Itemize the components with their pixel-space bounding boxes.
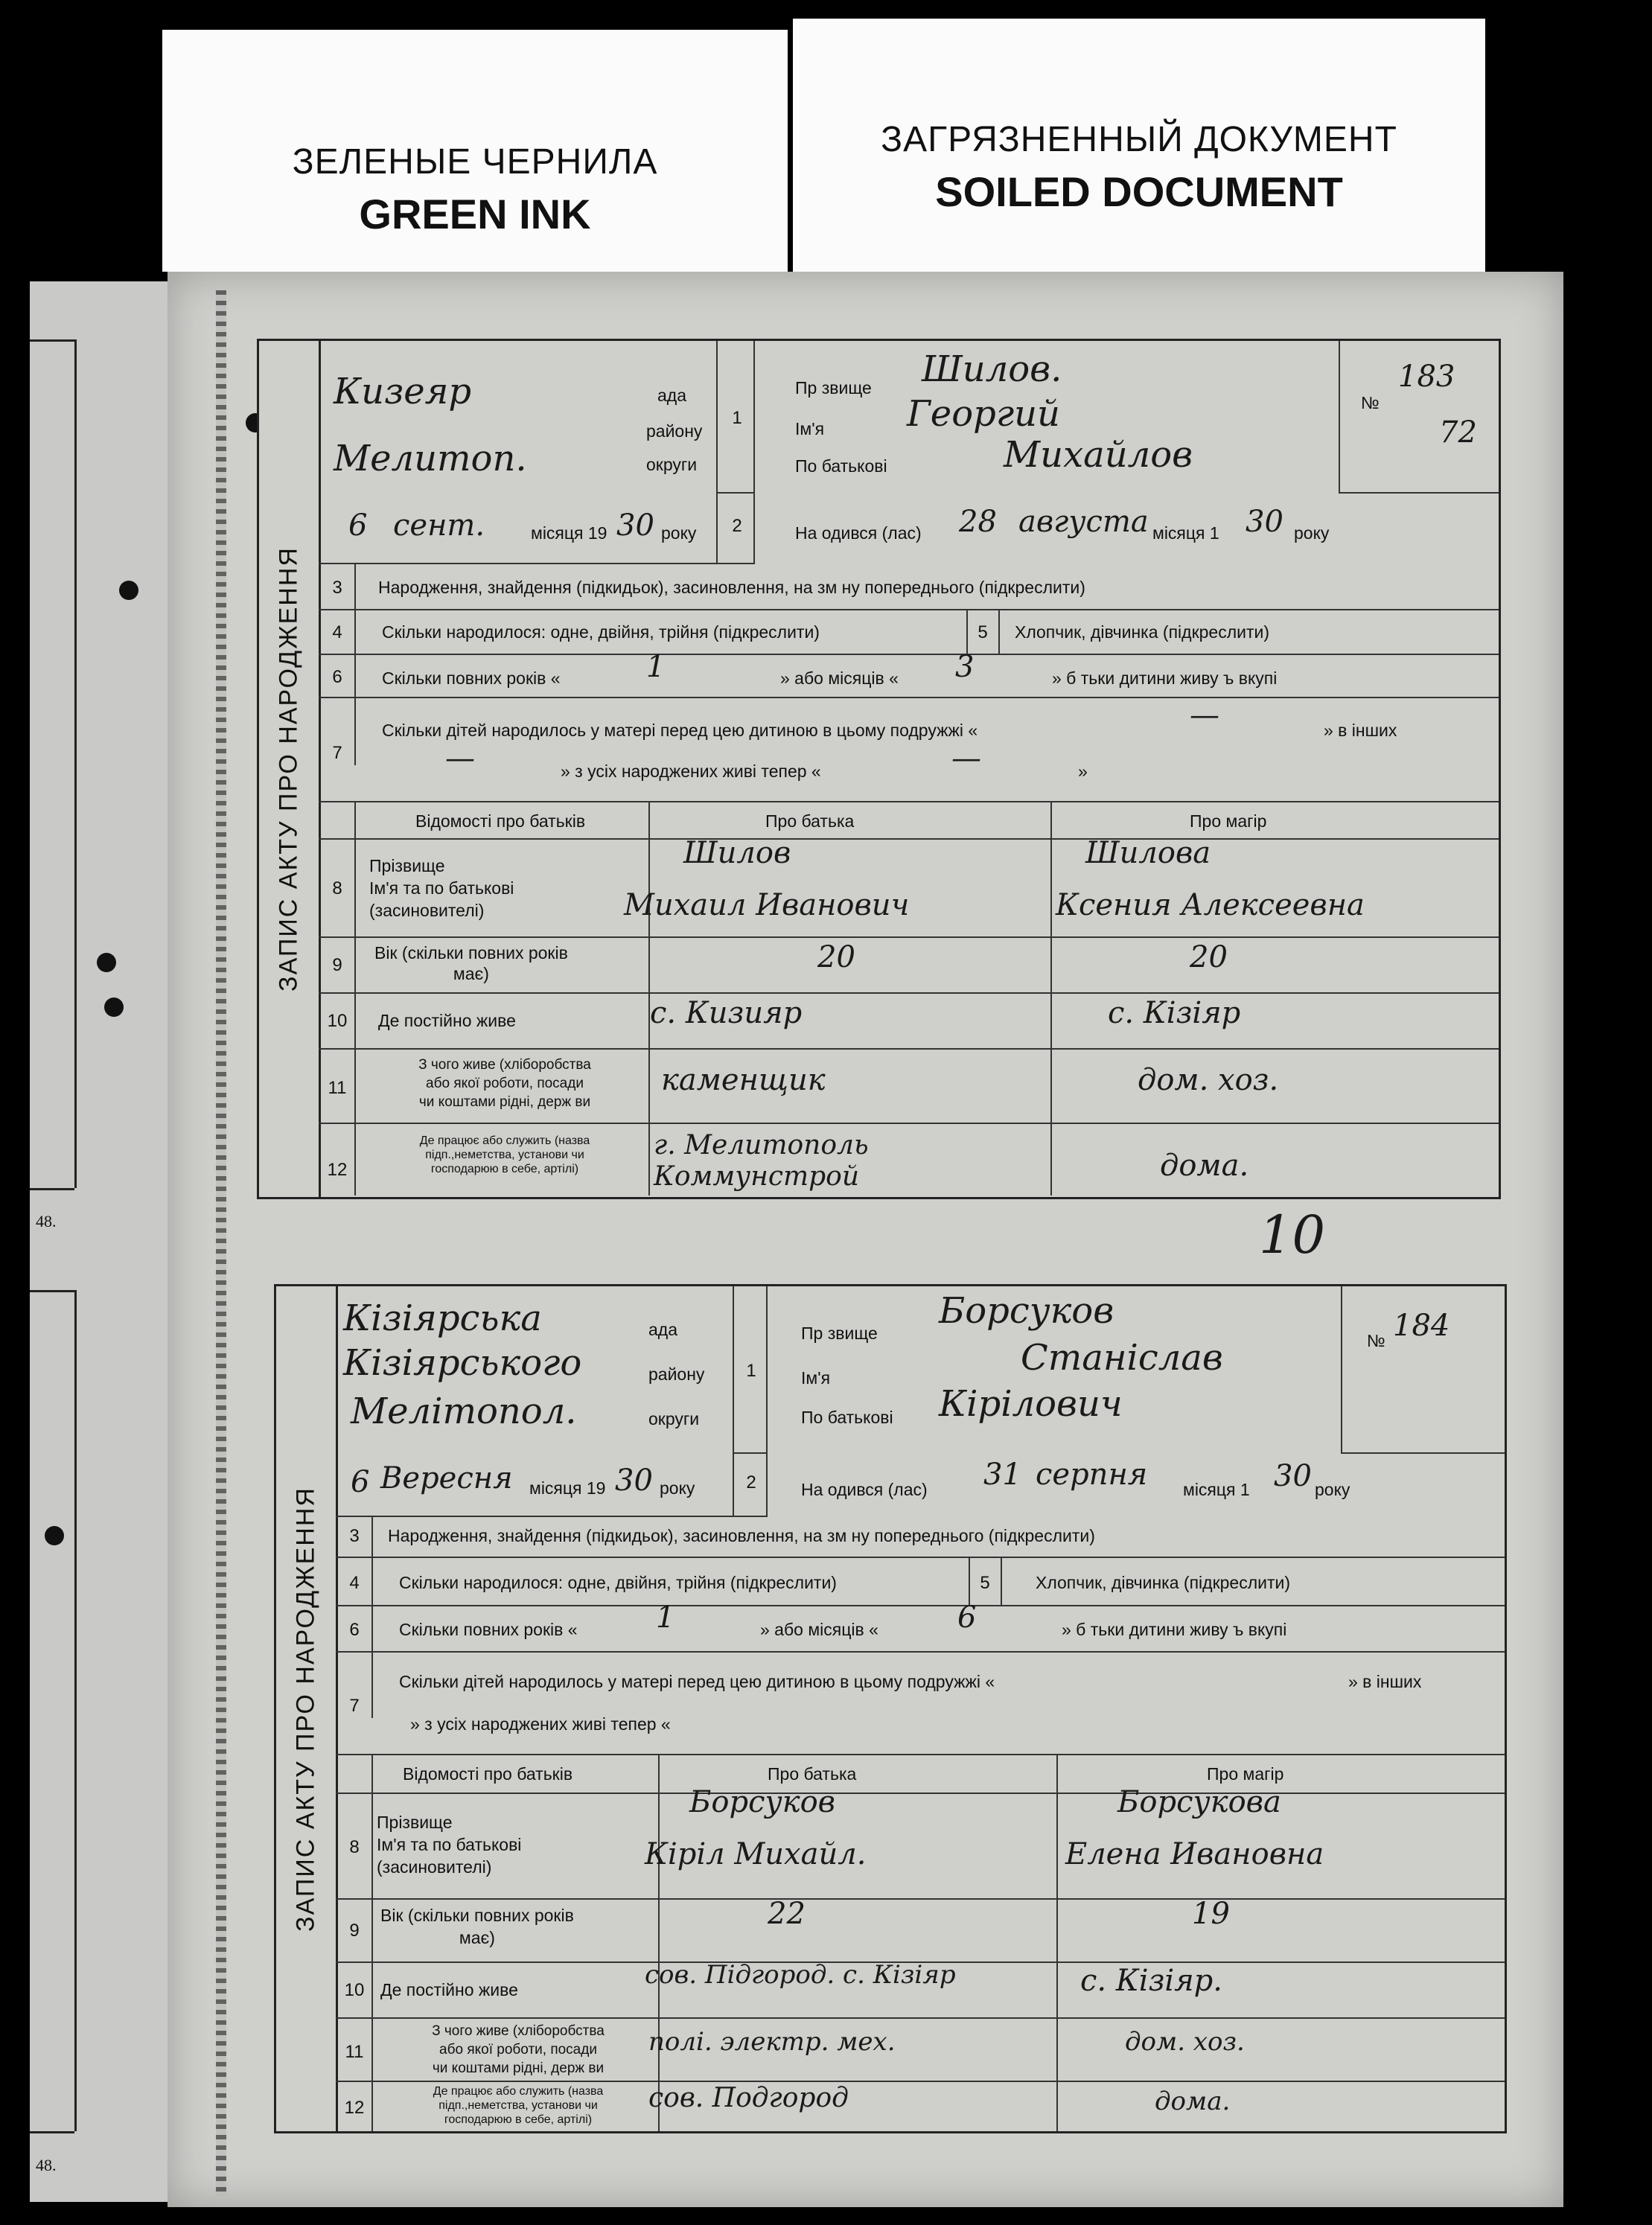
birth-record-184: ЗАПИС АКТУ ПРО НАРОДЖЕННЯ 1 2 Кізіярська ада Кізіярського районy Мелітопол. округи 6 Вересня місяця 19 30 року Пр звище Борсуков Ім'я Станіслав По батькові Кірілович На одився (лас) 31 серпня місяця 1 30 року № 184 10 3 Народження, знайдення (підкидьок), засиновлення, на зм ну попереднього (підкреслити) 4 Скільки народилося: одне, двійня, трійня (підкреслити) 5 Хлопчик, дівчинка (підкреслити) 6 Скільки повних років « 1 » або місяців « 6 » б тьки дитини живу ъ вкупі 7 Скільки дітей народилось у матері перед цею дитиною в цьому подружжі « » в інших » з усіх народжених живі тепер « Відомості про батьків Про батька Про магір 8 Прізвище Ім'я та по батькові (засиновителі) Борсуков Кіріл Михайл. Борсукова Елена Ивановна 9 Вік (скільки повних років має) 22 19 10 Де постійно живе сов. Підгород. с. Кізіяр с. Кізіяр. 11 З чого живе (хліборобства або якої роботи, посади чи коштами рідні, держ ви полі. электр. мех. дом. хоз. 12 Де працює або служить (назва підп.,неметства, установи чи господарюю в себе, артілі) сов. Подгород дома. [274, 1284, 1507, 2133]
page-number: 48. [36, 2156, 57, 2174]
margin-note: 10 [1259, 1204, 1326, 1265]
binding-hole [97, 953, 116, 972]
page-number: 48. [36, 1212, 57, 1230]
father-surname: Шилов [683, 836, 791, 870]
rada-value: Кізіярська [343, 1297, 542, 1339]
raion-value: Кізіярського [343, 1342, 582, 1384]
side-title: ЗАПИС АКТУ ПРО НАРОДЖЕННЯ [259, 341, 321, 1197]
record-number: 183 [1398, 360, 1455, 394]
record-number: 184 [1393, 1309, 1450, 1343]
patronymic-value: Кірілович [939, 1383, 1123, 1425]
surname-value: Борсуков [939, 1290, 1114, 1332]
binding-hole [45, 1526, 64, 1545]
rada-value: Кизеяр [334, 371, 472, 412]
name-value: Станіслав [1021, 1337, 1223, 1379]
soiled-ru: ЗАГРЯЗНЕННЫЙ ДОКУМЕНТ [881, 120, 1397, 159]
green-ink-label [162, 30, 788, 272]
okrug-value: Мелітопол. [351, 1391, 577, 1432]
soiled-en: SOILED DOCUMENT [935, 168, 1343, 215]
mother-surname: Борсукова [1117, 1785, 1281, 1819]
green-ink-en: GREEN INK [359, 191, 591, 237]
name-value: Георгий [907, 393, 1060, 435]
father-surname: Борсуков [689, 1785, 835, 1819]
mother-surname: Шилова [1085, 836, 1211, 870]
adjacent-page [30, 281, 175, 2202]
father-name: Кіріл Михайл. [645, 1837, 867, 1871]
binding-stitch [216, 290, 226, 2196]
binding-hole [104, 997, 124, 1017]
birth-record-183: ЗАПИС АКТУ ПРО НАРОДЖЕННЯ 1 2 Кизеяр ада районy Мелитоп. округи 6 сент. місяця 19 30 року Пр звище Шилов. Ім'я Георгий По батькові Михайлов На одився (лас) 28 августа місяця 1 30 року № 183 72 3 Народження, знайдення (підкидьок), засиновлення, на зм ну попереднього (підкреслити) 4 Скільки народилося: одне, двійня, трійня (підкреслити) 5 Хлопчик, дівчинка (підкреслити) 6 Скільки повних років « 1 » або місяців « 3 » б тьки дитини живу ъ вкупі 7 Скільки дітей народилось у матері перед цею дитиною в цьому подружжі « — » в інших — » з усіх народжених живі тепер « — » Відомості про батьків Про батька Про магір 8 Прізвище Ім'я та по батькові (засиновителі) Шилов Михаил Иванович Шилова Ксения Алексеевна 9 Вік (скільки повних років має) 20 20 10 Де постійно живе с. Кизияр с. Кізіяр 11 З чого живе (хліборобства або якої роботи, посади чи коштами рідні, держ ви каменщик дом. хоз. 12 Де працює або служить (назва підп.,неметства, установи чи господарюю в себе, артілі) г. Мелитополь Коммунстрой дома. [257, 339, 1501, 1199]
okrug-value: Мелитоп. [334, 438, 527, 479]
father-name: Михаил Иванович [624, 888, 910, 922]
patronymic-value: Михайлов [1004, 434, 1193, 476]
mother-name: Ксения Алексеевна [1056, 888, 1365, 922]
mother-name: Елена Ивановна [1065, 1837, 1324, 1871]
green-ink-ru: ЗЕЛЕНЫЕ ЧЕРНИЛА [292, 142, 658, 182]
side-title: ЗАПИС АКТУ ПРО НАРОДЖЕННЯ [276, 1286, 338, 2131]
binding-hole [119, 581, 138, 600]
surname-value: Шилов. [922, 348, 1062, 390]
soiled-document-label [793, 19, 1485, 272]
